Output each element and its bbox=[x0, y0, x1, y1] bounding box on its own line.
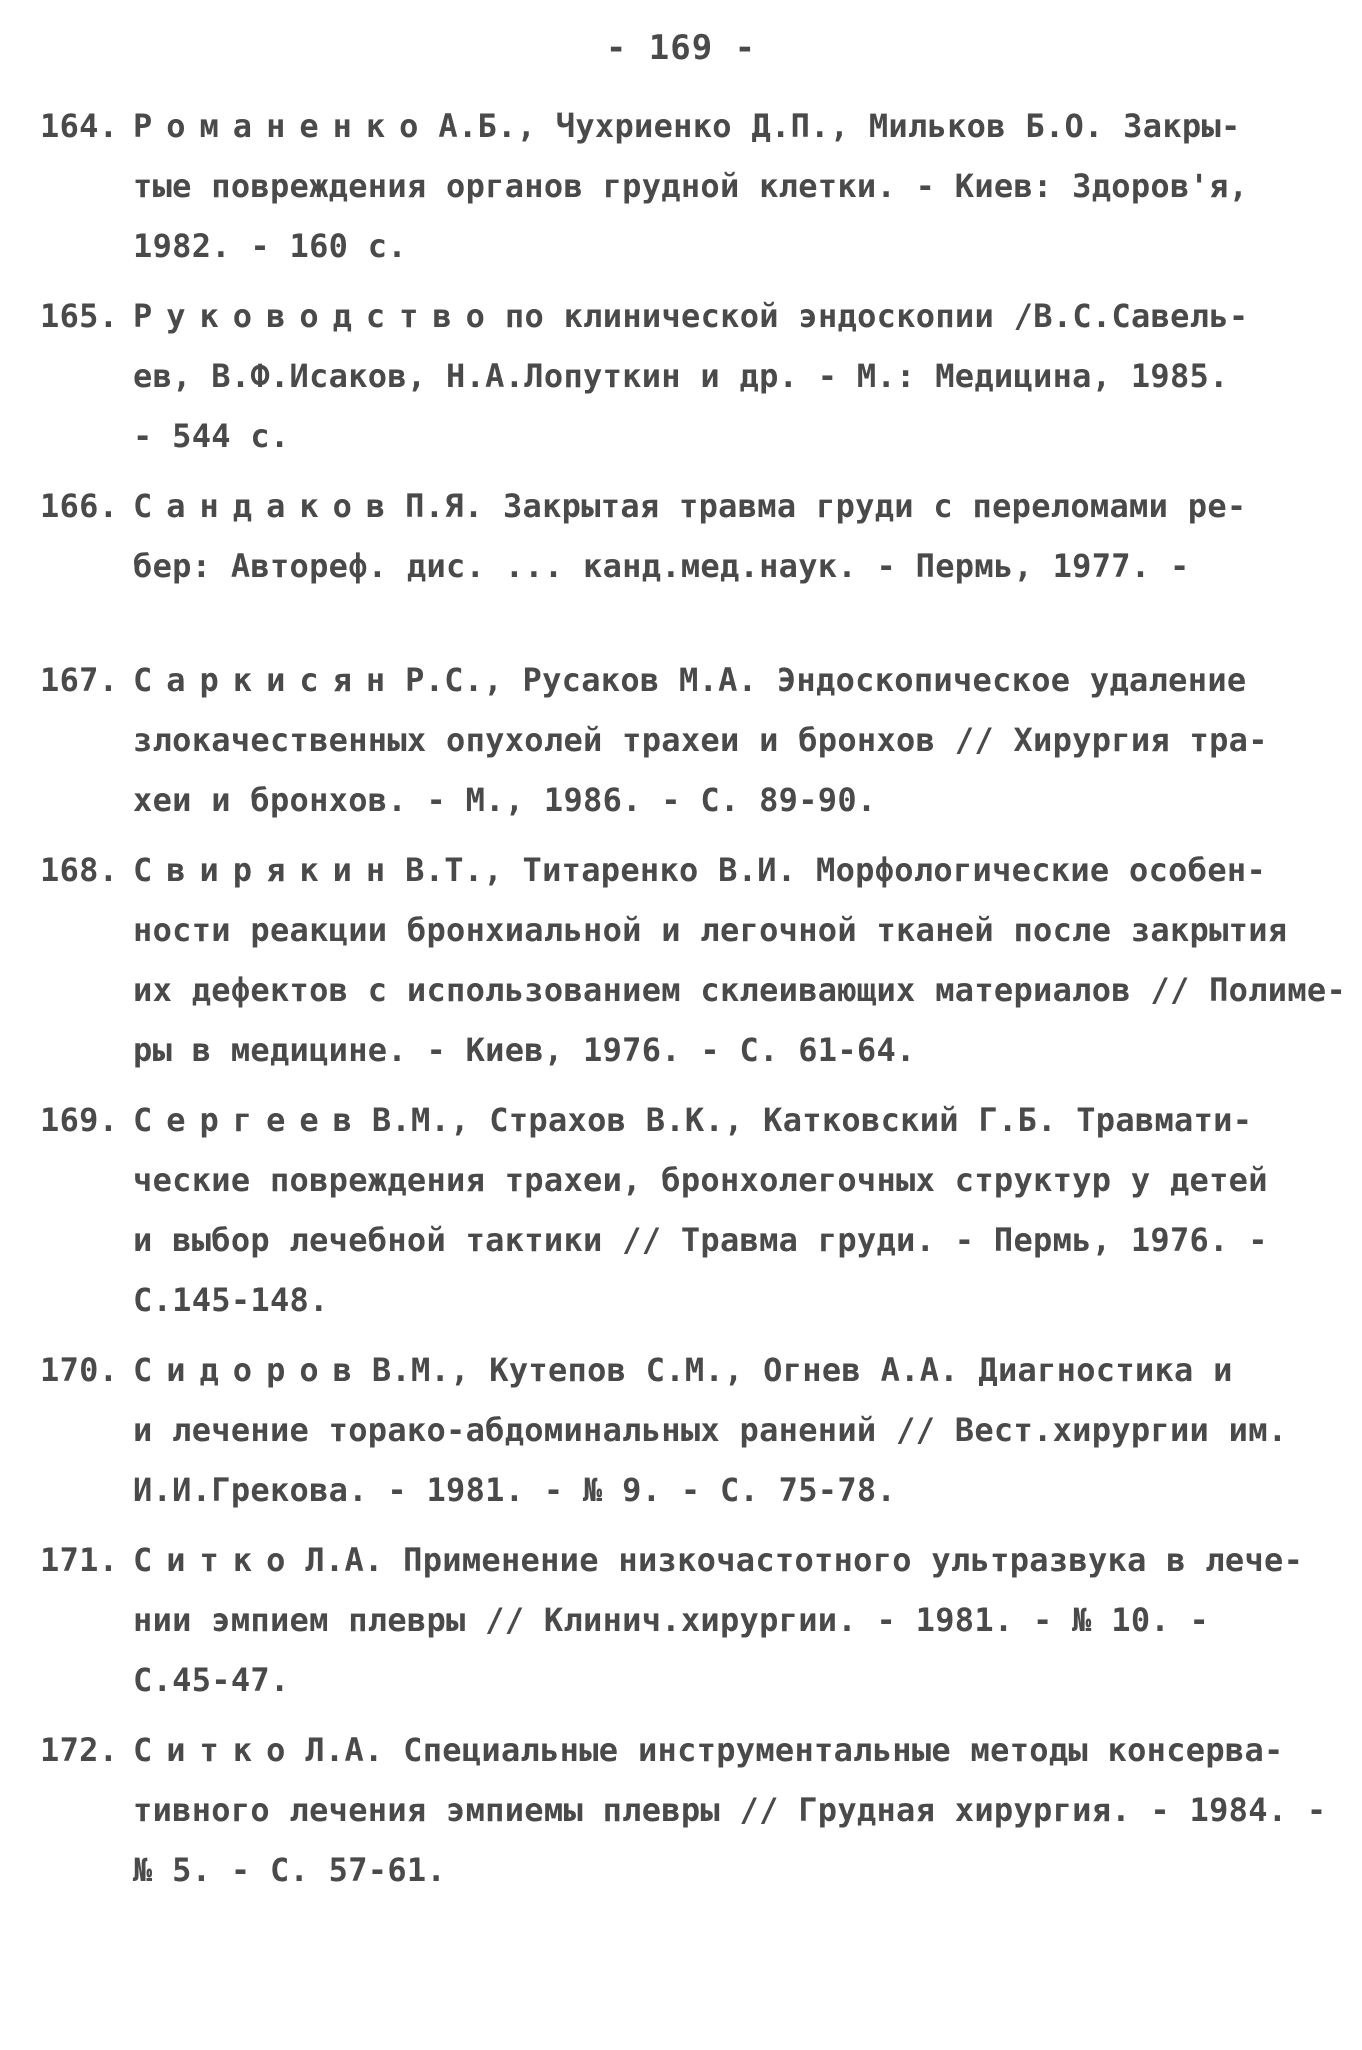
entry-number: 167. bbox=[40, 661, 119, 699]
bibliography-entry-166 bbox=[40, 476, 1330, 596]
entry-text: по клинической эндоскопии /В.С.Савель- bbox=[504, 297, 1249, 335]
entry-line bbox=[40, 286, 1330, 346]
entry-line: бер: Автореф. дис. ... канд.мед.наук. - Пермь, 1977. - bbox=[133, 547, 1190, 585]
entry-line bbox=[40, 1090, 1330, 1150]
entry-line bbox=[40, 476, 1330, 536]
entry-line bbox=[40, 1720, 1330, 1780]
entry-author: Ситко bbox=[133, 1541, 300, 1579]
page-number: - 169 - bbox=[605, 28, 757, 68]
entry-number: 169. bbox=[40, 1101, 119, 1139]
entry-author: Сидоров bbox=[133, 1351, 366, 1389]
entry-text: В.М., Кутепов С.М., Огнев А.А. Диагностика и bbox=[371, 1351, 1233, 1389]
entry-line: ческие повреждения трахеи, бронхолегочных структур у детей bbox=[133, 1161, 1268, 1199]
entry-line bbox=[40, 96, 1330, 156]
entry-line: тивного лечения эмпиемы плевры // Грудная хирургия. - 1984. - bbox=[133, 1791, 1327, 1829]
blank-gap bbox=[40, 606, 1330, 650]
entry-line: № 5. - С. 57-61. bbox=[133, 1851, 447, 1889]
entry-number: 165. bbox=[40, 297, 119, 335]
bibliography-entry-164 bbox=[40, 96, 1330, 276]
entry-line: С.45-47. bbox=[133, 1661, 290, 1699]
entry-text: В.Т., Титаренко В.И. Морфологические особен- bbox=[405, 851, 1267, 889]
entry-line: - 544 с. bbox=[133, 417, 290, 455]
entry-author: Свирякин bbox=[133, 851, 400, 889]
entry-line: злокачественных опухолей трахеи и бронхов // Хирургия тра- bbox=[133, 721, 1268, 759]
entry-text: Л.А. Применение низкочастотного ультразвука в лече- bbox=[305, 1541, 1304, 1579]
entry-number: 164. bbox=[40, 107, 119, 145]
bibliography-entry-172 bbox=[40, 1720, 1330, 1900]
entry-line: И.И.Грекова. - 1981. - № 9. - С. 75-78. bbox=[133, 1471, 897, 1509]
entry-number: 170. bbox=[40, 1351, 119, 1389]
entry-number: 166. bbox=[40, 487, 119, 525]
bibliography-entry-171 bbox=[40, 1530, 1330, 1710]
entry-text: Р.С., Русаков М.А. Эндоскопическое удаление bbox=[405, 661, 1247, 699]
bibliography-entry-168 bbox=[40, 840, 1347, 1080]
entry-line: нии эмпием плевры // Клинич.хирургии. - 1981. - № 10. - bbox=[133, 1601, 1210, 1639]
entry-line: ности реакции бронхиальной и легочной тканей после закрытия bbox=[133, 911, 1288, 949]
entry-number: 168. bbox=[40, 851, 119, 889]
bibliography-entry-170 bbox=[40, 1340, 1330, 1520]
entry-text: В.М., Страхов В.К., Катковский Г.Б. Травмати- bbox=[371, 1101, 1253, 1139]
entry-line: и лечение торако-абдоминальных ранений // Вест.хирургии им. bbox=[133, 1411, 1288, 1449]
entry-line: их дефектов с использованием склеивающих материалов // Полиме- bbox=[133, 971, 1347, 1009]
entry-author: Сандаков bbox=[133, 487, 400, 525]
entry-line: хеи и бронхов. - М., 1986. - С. 89-90. bbox=[133, 781, 877, 819]
entry-line bbox=[40, 840, 1330, 900]
entry-text: П.Я. Закрытая травма груди с переломами ре- bbox=[405, 487, 1247, 525]
entry-number: 172. bbox=[40, 1731, 119, 1769]
entry-line bbox=[40, 1530, 1330, 1590]
bibliography-entry-165 bbox=[40, 286, 1330, 466]
entry-line: ры в медицине. - Киев, 1976. - С. 61-64. bbox=[133, 1031, 916, 1069]
bibliography-list bbox=[40, 96, 1347, 1910]
entry-author: Руководство bbox=[133, 297, 499, 335]
entry-author: Сергеев bbox=[133, 1101, 366, 1139]
bibliography-entry-167 bbox=[40, 650, 1330, 830]
entry-text: А.Б., Чухриенко Д.П., Мильков Б.О. Закры- bbox=[438, 107, 1241, 145]
entry-author: Ситко bbox=[133, 1731, 300, 1769]
entry-line bbox=[40, 650, 1330, 710]
entry-line: и выбор лечебной тактики // Травма груди. - Пермь, 1976. - bbox=[133, 1221, 1268, 1259]
bibliography-entry-169 bbox=[40, 1090, 1330, 1330]
entry-author: Романенко bbox=[133, 107, 433, 145]
entry-number: 171. bbox=[40, 1541, 119, 1579]
entry-line bbox=[40, 1340, 1330, 1400]
entry-line: ев, В.Ф.Исаков, Н.А.Лопуткин и др. - М.: Медицина, 1985. bbox=[133, 357, 1229, 395]
entry-line: 1982. - 160 с. bbox=[133, 227, 407, 265]
entry-line: тые повреждения органов грудной клетки. - Киев: Здоров'я, bbox=[133, 167, 1249, 205]
entry-author: Саркисян bbox=[133, 661, 400, 699]
entry-text: Л.А. Специальные инструментальные методы консерва- bbox=[305, 1731, 1284, 1769]
entry-line: С.145-148. bbox=[133, 1281, 329, 1319]
